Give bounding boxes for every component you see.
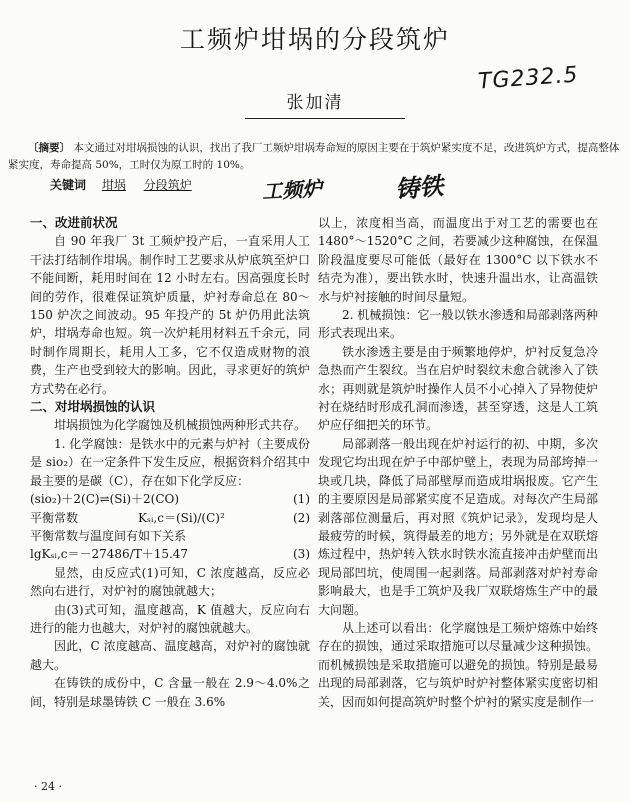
equation-text: 平衡常数与温度间有如下关系	[30, 528, 187, 543]
paragraph: 自 90 年我厂 3t 工频炉投产后，一直采用人工干法打结制作坩埚。制作时工艺要求从炉底筑至炉口不能间断，耗用时间在 12 小时左右。因高强度长时间的劳作，很难保证筑炉质量，炉衬寿命总在 80～150 炉次之间波动。95 年投产的 5t 炉仍用此法筑炉，坩埚寿命也短。筑一次炉耗用材料五千余元，同时制作周期长，耗用人工多，它不仅造成财物的浪费，生产也受到较大的影响。因此，寻求更好的筑炉方式势在必行。	[30, 234, 310, 396]
left-column	[30, 214, 310, 711]
equation-number: (3)	[293, 547, 310, 562]
paragraph: 在铸铁的成份中，C 含量一般在 2.9～4.0%之间，特别是球墨铸铁 C 一般在 3.6%	[30, 676, 310, 709]
abstract	[8, 140, 622, 174]
equation-text: 平衡常数 Kₛᵢ,c＝(Si)/(C)²	[30, 510, 225, 525]
equation-text: lgKₛᵢ,c＝－27486/T＋15.47	[30, 547, 189, 562]
paragraph: 铁水渗透主要是由于频繁地停炉，炉衬反复急冷急热而产生裂纹。当在启炉时裂纹未愈合就渗入了铁水；再则就是筑炉时操作人员不小心掉入了异物使炉衬在烧结时形成孔洞而渗透，甚至穿透，这是人工筑炉应仔细把关的环节。	[318, 344, 598, 433]
keywords	[50, 176, 610, 206]
equation-line	[30, 545, 310, 563]
paragraph: 坩埚损蚀为化学腐蚀及机械损蚀两种形式共存。	[54, 418, 307, 433]
paragraph: 显然，由反应式(1)可知，C 浓度越高，反应必然向右进行，对炉衬的腐蚀就越大；	[30, 565, 310, 599]
keywords-label: 关键词	[50, 178, 87, 192]
abstract-text: 本文通过对坩埚损蚀的认识，找出了我厂工频炉坩埚寿命短的原因主要在于筑炉紧实度不足，改进筑炉方式，提高整体紧实度，寿命提高 50%，工时仅为原工时的 10%。	[8, 142, 620, 171]
handwritten-mark-2: 铸铁	[394, 171, 445, 205]
handwritten-mark-1: 工频炉	[261, 176, 323, 204]
paragraph: 因此，C 浓度越高、温度越高，对炉衬的腐蚀就越大。	[30, 639, 310, 672]
page-number: · 24 ·	[34, 780, 62, 793]
author-name: 张加清	[286, 93, 344, 113]
paragraph: 以上，浓度相当高，而温度出于对工艺的需要也在 1480°～1520°C 之间，若要减少这种腐蚀，在保温阶段温度要尽可能低（最好在 1300°C 以下铁水不结壳为准），要出铁水时，快速升温出水，让高温铁水与炉衬接触的时间尽量短。	[318, 216, 598, 304]
equation-text: (sio₂)＋2(C)⇌(Si)＋2(CO)	[30, 492, 180, 507]
paragraph: 从上述可以看出：化学腐蚀是工频炉熔炼中始终存在的损蚀，通过采取措施可以尽量减少这种损蚀。而机械损蚀是采取措施可以避免的损蚀。特别是最易出现的局部剥落，它与筑炉时炉衬整体紧实度密切相关，因而如何提高筑炉时整个炉衬的紧实度是制作一	[318, 620, 598, 709]
section-heading: 一、改进前状况	[30, 215, 118, 230]
paragraph: 由(3)式可知，温度越高，K 值越大，反应向右进行的能力也越大，对炉衬的腐蚀就越大。	[30, 602, 310, 635]
keyword-2: 分段筑炉	[143, 178, 192, 192]
equation-number: (2)	[293, 510, 310, 525]
title-divider	[245, 118, 405, 119]
keyword-1: 坩埚	[101, 178, 126, 192]
equation-number: (1)	[293, 492, 310, 507]
article-title: 工频炉坩埚的分段筑炉	[179, 25, 450, 54]
paragraph: 局部剥落一般出现在炉衬运行的初、中期，多次发现它均出现在炉子中部炉壁上，表现为局部垮掉一块或几块，降低了局部壁厚而造成坩埚报废。它产生的主要原因是局部紧实度不足造成。对每次产生局部剥落部位测量后，再对照《筑炉记录》，发现均是人最疲劳的时候，筑得最差的地方；另外就是在双联熔炼过程中，热炉转入铁水时铁水流直接冲击炉壁而出现局部凹坑，使周围一起剥落。局部剥落对炉衬寿命影响最大，也是手工筑炉及我厂双联熔炼生产中的最大问题。	[318, 436, 598, 617]
section-heading: 二、对坩埚损蚀的认识	[30, 399, 156, 415]
paragraph: 2. 机械损蚀：它一般以铁水渗透和局部剥落两种形式表现出来。	[318, 308, 598, 341]
equation-line	[30, 509, 310, 527]
equation-line	[30, 490, 310, 508]
handwritten-classification-note: TG232.5	[477, 62, 580, 95]
right-column	[318, 214, 598, 711]
abstract-label: 〔摘要〕	[28, 142, 70, 154]
equation-line	[30, 527, 310, 545]
paragraph: 1. 化学腐蚀：是铁水中的元素与炉衬（主要成份是 sio₂）在一定条件下发生反应，根据资料介绍其中最主要的是碳（C），存在如下化学反应：	[30, 436, 310, 488]
